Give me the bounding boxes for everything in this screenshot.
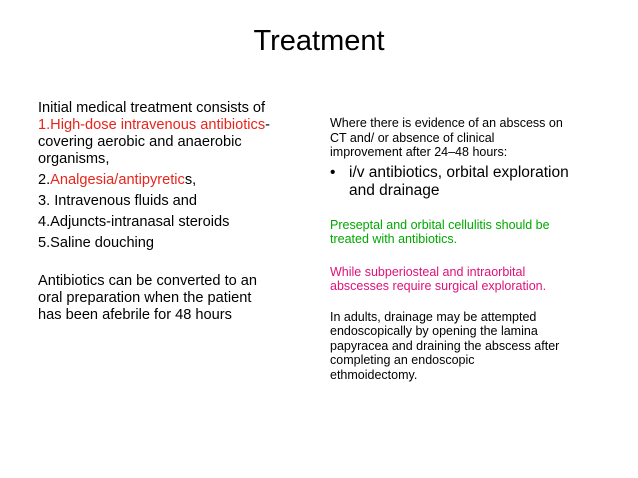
- note-line-1: Antibiotics can be converted to an: [38, 273, 258, 289]
- bullet-item: [330, 164, 602, 200]
- left-column: [38, 100, 300, 324]
- abscess-paragraph-line-2: CT and/ or absence of clinical: [330, 130, 495, 145]
- list-item-5: 5.Saline douching: [38, 235, 155, 251]
- note-line-3: has been afebrile for 48 hours: [38, 307, 232, 323]
- list-item-1-cont: covering aerobic and anaerobic: [38, 134, 242, 150]
- intro-text: Initial medical treatment consists of: [38, 100, 266, 116]
- list-item-1-cont2: organisms,: [38, 151, 110, 167]
- right-column: [330, 116, 602, 382]
- slide-title: Treatment: [253, 25, 385, 57]
- adults-paragraph-line-5: ethmoidectomy.: [330, 367, 418, 382]
- adults-paragraph-line-2: endoscopically by opening the lamina: [330, 324, 538, 338]
- adults-paragraph-line-3: papyracea and draining the abscess after: [330, 338, 560, 353]
- list-item-4: 4.Adjuncts-intranasal steroids: [38, 214, 230, 230]
- list-item-2: [38, 172, 300, 189]
- bullet-line-2: and drainage: [349, 181, 440, 199]
- abscess-surgery-line-2: abscesses require surgical exploration.: [330, 279, 547, 293]
- abscess-paragraph-line-3: improvement after 24–48 hours:: [330, 145, 508, 159]
- abscess-surgery-line-1: While subperiosteal and intraorbital: [330, 264, 526, 279]
- list-item-2-number: 2.: [38, 172, 51, 188]
- list-item-2-rest: s,: [184, 172, 197, 188]
- adults-paragraph-line-1: In adults, drainage may be attempted: [330, 309, 537, 324]
- abscess-paragraph-line-1: Where there is evidence of an abscess on: [330, 116, 563, 130]
- cellulitis-line-2: treated with antibiotics.: [330, 232, 458, 246]
- list-item-3: 3. Intravenous fluids and: [38, 193, 198, 209]
- bullet-line-1: i/v antibiotics, orbital exploration: [349, 163, 569, 181]
- list-item-2-highlight: Analgesia/antipyretic: [50, 172, 185, 188]
- adults-paragraph-line-4: completing an endoscopic: [330, 353, 475, 367]
- list-item-1-dash: -: [265, 117, 271, 133]
- note-line-2: oral preparation when the patient: [38, 290, 252, 306]
- list-item-1-highlight: 1.High-dose intravenous antibiotics: [38, 117, 266, 133]
- bullet-icon: •: [330, 163, 336, 181]
- list-item-1: [38, 117, 300, 134]
- cellulitis-line-1: Preseptal and orbital cellulitis should be: [330, 217, 550, 232]
